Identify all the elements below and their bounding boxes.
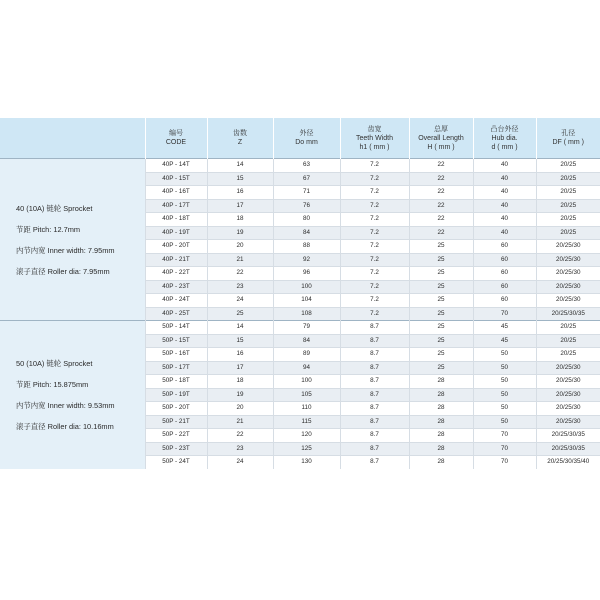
sprocket-spec-sheet (0, 118, 600, 469)
outer-diameter-cell: 92 (273, 253, 340, 267)
hub-diameter-cell: 50 (473, 361, 536, 375)
teeth-width-cell: 8.7 (340, 415, 409, 429)
teeth-cell: 21 (207, 415, 273, 429)
overall-length-cell: 25 (409, 240, 473, 254)
teeth-cell: 14 (207, 159, 273, 173)
teeth-cell: 18 (207, 375, 273, 389)
sprocket-spec-table (0, 118, 600, 469)
hub-diameter-cell: 60 (473, 267, 536, 281)
bore-cell: 20/25 (536, 321, 600, 335)
overall-length-cell: 28 (409, 415, 473, 429)
code-cell: 50P - 17T (145, 361, 207, 375)
group-pitch: 节距 Pitch: 15.875mm (16, 379, 89, 389)
overall-length-cell: 28 (409, 402, 473, 416)
code-cell: 40P - 15T (145, 172, 207, 186)
outer-diameter-cell: 71 (273, 186, 340, 200)
hub-diameter-cell: 45 (473, 321, 536, 335)
header-bore: 孔径 DF ( mm ) (536, 118, 600, 159)
code-cell: 50P - 19T (145, 388, 207, 402)
outer-diameter-cell: 63 (273, 159, 340, 173)
outer-diameter-cell: 79 (273, 321, 340, 335)
hub-diameter-cell: 40 (473, 199, 536, 213)
table-body (0, 159, 600, 469)
bore-cell: 20/25/30 (536, 402, 600, 416)
outer-diameter-cell: 104 (273, 294, 340, 308)
overall-length-cell: 25 (409, 348, 473, 362)
group-title: 50 (10A) 链轮 Sprocket (16, 358, 93, 368)
header-teeth-width: 齿宽 Teeth Width h1 ( mm ) (340, 118, 409, 159)
code-cell: 40P - 25T (145, 307, 207, 321)
overall-length-cell: 22 (409, 186, 473, 200)
overall-length-cell: 22 (409, 159, 473, 173)
teeth-width-cell: 8.7 (340, 334, 409, 348)
overall-length-cell: 25 (409, 334, 473, 348)
bore-cell: 20/25/30/35/40 (536, 456, 600, 469)
teeth-width-cell: 7.2 (340, 240, 409, 254)
teeth-width-cell: 8.7 (340, 442, 409, 456)
bore-cell: 20/25/30 (536, 267, 600, 281)
code-cell: 50P - 16T (145, 348, 207, 362)
hub-diameter-cell: 40 (473, 226, 536, 240)
overall-length-cell: 25 (409, 294, 473, 308)
teeth-cell: 25 (207, 307, 273, 321)
bore-cell: 20/25 (536, 172, 600, 186)
bore-cell: 20/25/30 (536, 253, 600, 267)
outer-diameter-cell: 89 (273, 348, 340, 362)
teeth-width-cell: 8.7 (340, 402, 409, 416)
bore-cell: 20/25 (536, 334, 600, 348)
outer-diameter-cell: 80 (273, 213, 340, 227)
outer-diameter-cell: 76 (273, 199, 340, 213)
teeth-cell: 23 (207, 280, 273, 294)
hub-diameter-cell: 45 (473, 334, 536, 348)
group-title: 40 (10A) 链轮 Sprocket (16, 203, 93, 213)
outer-diameter-cell: 88 (273, 240, 340, 254)
teeth-cell: 17 (207, 199, 273, 213)
code-cell: 40P - 19T (145, 226, 207, 240)
group-description (0, 321, 145, 469)
overall-length-cell: 28 (409, 375, 473, 389)
outer-diameter-cell: 108 (273, 307, 340, 321)
header-outer-diameter: 外径 Do mm (273, 118, 340, 159)
header-code: 编号 CODE (145, 118, 207, 159)
code-cell: 40P - 24T (145, 294, 207, 308)
teeth-width-cell: 7.2 (340, 172, 409, 186)
overall-length-cell: 28 (409, 442, 473, 456)
code-cell: 50P - 24T (145, 456, 207, 469)
header-teeth-count: 齿数 Z (207, 118, 273, 159)
teeth-cell: 20 (207, 402, 273, 416)
outer-diameter-cell: 110 (273, 402, 340, 416)
overall-length-cell: 22 (409, 172, 473, 186)
bore-cell: 20/25 (536, 213, 600, 227)
bore-cell: 20/25/30 (536, 415, 600, 429)
teeth-width-cell: 8.7 (340, 361, 409, 375)
hub-diameter-cell: 60 (473, 253, 536, 267)
code-cell: 40P - 18T (145, 213, 207, 227)
teeth-cell: 16 (207, 186, 273, 200)
overall-length-cell: 25 (409, 280, 473, 294)
overall-length-cell: 28 (409, 456, 473, 469)
header-group (0, 118, 145, 159)
overall-length-cell: 25 (409, 307, 473, 321)
bore-cell: 20/25 (536, 226, 600, 240)
code-cell: 40P - 16T (145, 186, 207, 200)
bore-cell: 20/25/30 (536, 280, 600, 294)
teeth-cell: 18 (207, 213, 273, 227)
bore-cell: 20/25/30/35 (536, 442, 600, 456)
teeth-cell: 15 (207, 334, 273, 348)
teeth-width-cell: 7.2 (340, 199, 409, 213)
teeth-width-cell: 7.2 (340, 253, 409, 267)
group-description (0, 159, 145, 321)
bore-cell: 20/25/30 (536, 361, 600, 375)
hub-diameter-cell: 60 (473, 294, 536, 308)
outer-diameter-cell: 105 (273, 388, 340, 402)
teeth-cell: 17 (207, 361, 273, 375)
teeth-cell: 20 (207, 240, 273, 254)
code-cell: 50P - 15T (145, 334, 207, 348)
hub-diameter-cell: 50 (473, 402, 536, 416)
teeth-cell: 19 (207, 388, 273, 402)
teeth-cell: 19 (207, 226, 273, 240)
bore-cell: 20/25/30 (536, 240, 600, 254)
teeth-width-cell: 8.7 (340, 321, 409, 335)
teeth-width-cell: 8.7 (340, 375, 409, 389)
overall-length-cell: 28 (409, 388, 473, 402)
hub-diameter-cell: 50 (473, 388, 536, 402)
code-cell: 40P - 14T (145, 159, 207, 173)
bore-cell: 20/25/30/35 (536, 429, 600, 443)
hub-diameter-cell: 40 (473, 159, 536, 173)
outer-diameter-cell: 96 (273, 267, 340, 281)
outer-diameter-cell: 100 (273, 375, 340, 389)
teeth-width-cell: 7.2 (340, 307, 409, 321)
hub-diameter-cell: 70 (473, 456, 536, 469)
group-roller-dia: 滚子直径 Roller dia: 10.16mm (16, 421, 114, 431)
teeth-cell: 24 (207, 294, 273, 308)
teeth-width-cell: 7.2 (340, 280, 409, 294)
hub-diameter-cell: 70 (473, 429, 536, 443)
hub-diameter-cell: 40 (473, 172, 536, 186)
hub-diameter-cell: 40 (473, 213, 536, 227)
header-row (0, 118, 600, 159)
overall-length-cell: 25 (409, 253, 473, 267)
teeth-width-cell: 7.2 (340, 213, 409, 227)
bore-cell: 20/25/30 (536, 388, 600, 402)
outer-diameter-cell: 84 (273, 226, 340, 240)
code-cell: 40P - 20T (145, 240, 207, 254)
code-cell: 50P - 20T (145, 402, 207, 416)
code-cell: 50P - 22T (145, 429, 207, 443)
hub-diameter-cell: 50 (473, 375, 536, 389)
overall-length-cell: 25 (409, 321, 473, 335)
teeth-cell: 22 (207, 267, 273, 281)
teeth-cell: 14 (207, 321, 273, 335)
code-cell: 40P - 22T (145, 267, 207, 281)
hub-diameter-cell: 70 (473, 442, 536, 456)
code-cell: 50P - 21T (145, 415, 207, 429)
code-cell: 50P - 23T (145, 442, 207, 456)
hub-diameter-cell: 40 (473, 186, 536, 200)
overall-length-cell: 28 (409, 429, 473, 443)
header-hub-diameter: 凸台外径 Hub dia. d ( mm ) (473, 118, 536, 159)
bore-cell: 20/25 (536, 186, 600, 200)
bore-cell: 20/25/30 (536, 294, 600, 308)
outer-diameter-cell: 67 (273, 172, 340, 186)
group-roller-dia: 滚子直径 Roller dia: 7.95mm (16, 266, 110, 276)
teeth-width-cell: 7.2 (340, 186, 409, 200)
code-cell: 50P - 14T (145, 321, 207, 335)
outer-diameter-cell: 94 (273, 361, 340, 375)
table-row (0, 321, 600, 335)
table-row (0, 159, 600, 173)
outer-diameter-cell: 120 (273, 429, 340, 443)
outer-diameter-cell: 115 (273, 415, 340, 429)
bore-cell: 20/25 (536, 159, 600, 173)
teeth-width-cell: 7.2 (340, 294, 409, 308)
teeth-width-cell: 8.7 (340, 388, 409, 402)
teeth-width-cell: 7.2 (340, 226, 409, 240)
teeth-cell: 15 (207, 172, 273, 186)
overall-length-cell: 22 (409, 226, 473, 240)
hub-diameter-cell: 50 (473, 415, 536, 429)
teeth-width-cell: 7.2 (340, 267, 409, 281)
outer-diameter-cell: 100 (273, 280, 340, 294)
hub-diameter-cell: 60 (473, 280, 536, 294)
overall-length-cell: 25 (409, 267, 473, 281)
code-cell: 50P - 18T (145, 375, 207, 389)
bore-cell: 20/25 (536, 348, 600, 362)
overall-length-cell: 22 (409, 199, 473, 213)
code-cell: 40P - 17T (145, 199, 207, 213)
group-pitch: 节距 Pitch: 12.7mm (16, 224, 81, 234)
teeth-cell: 22 (207, 429, 273, 443)
teeth-cell: 21 (207, 253, 273, 267)
group-inner-width: 内节内宽 Inner width: 7.95mm (16, 245, 115, 255)
teeth-width-cell: 8.7 (340, 456, 409, 469)
outer-diameter-cell: 125 (273, 442, 340, 456)
bore-cell: 20/25/30 (536, 375, 600, 389)
hub-diameter-cell: 70 (473, 307, 536, 321)
teeth-cell: 24 (207, 456, 273, 469)
teeth-width-cell: 7.2 (340, 159, 409, 173)
header-overall-length: 总厚 Overall Length H ( mm ) (409, 118, 473, 159)
outer-diameter-cell: 130 (273, 456, 340, 469)
bore-cell: 20/25 (536, 199, 600, 213)
code-cell: 40P - 23T (145, 280, 207, 294)
teeth-cell: 16 (207, 348, 273, 362)
teeth-width-cell: 8.7 (340, 348, 409, 362)
group-inner-width: 内节内宽 Inner width: 9.53mm (16, 400, 115, 410)
teeth-cell: 23 (207, 442, 273, 456)
hub-diameter-cell: 60 (473, 240, 536, 254)
overall-length-cell: 25 (409, 361, 473, 375)
teeth-width-cell: 8.7 (340, 429, 409, 443)
bore-cell: 20/25/30/35 (536, 307, 600, 321)
outer-diameter-cell: 84 (273, 334, 340, 348)
code-cell: 40P - 21T (145, 253, 207, 267)
overall-length-cell: 22 (409, 213, 473, 227)
hub-diameter-cell: 50 (473, 348, 536, 362)
